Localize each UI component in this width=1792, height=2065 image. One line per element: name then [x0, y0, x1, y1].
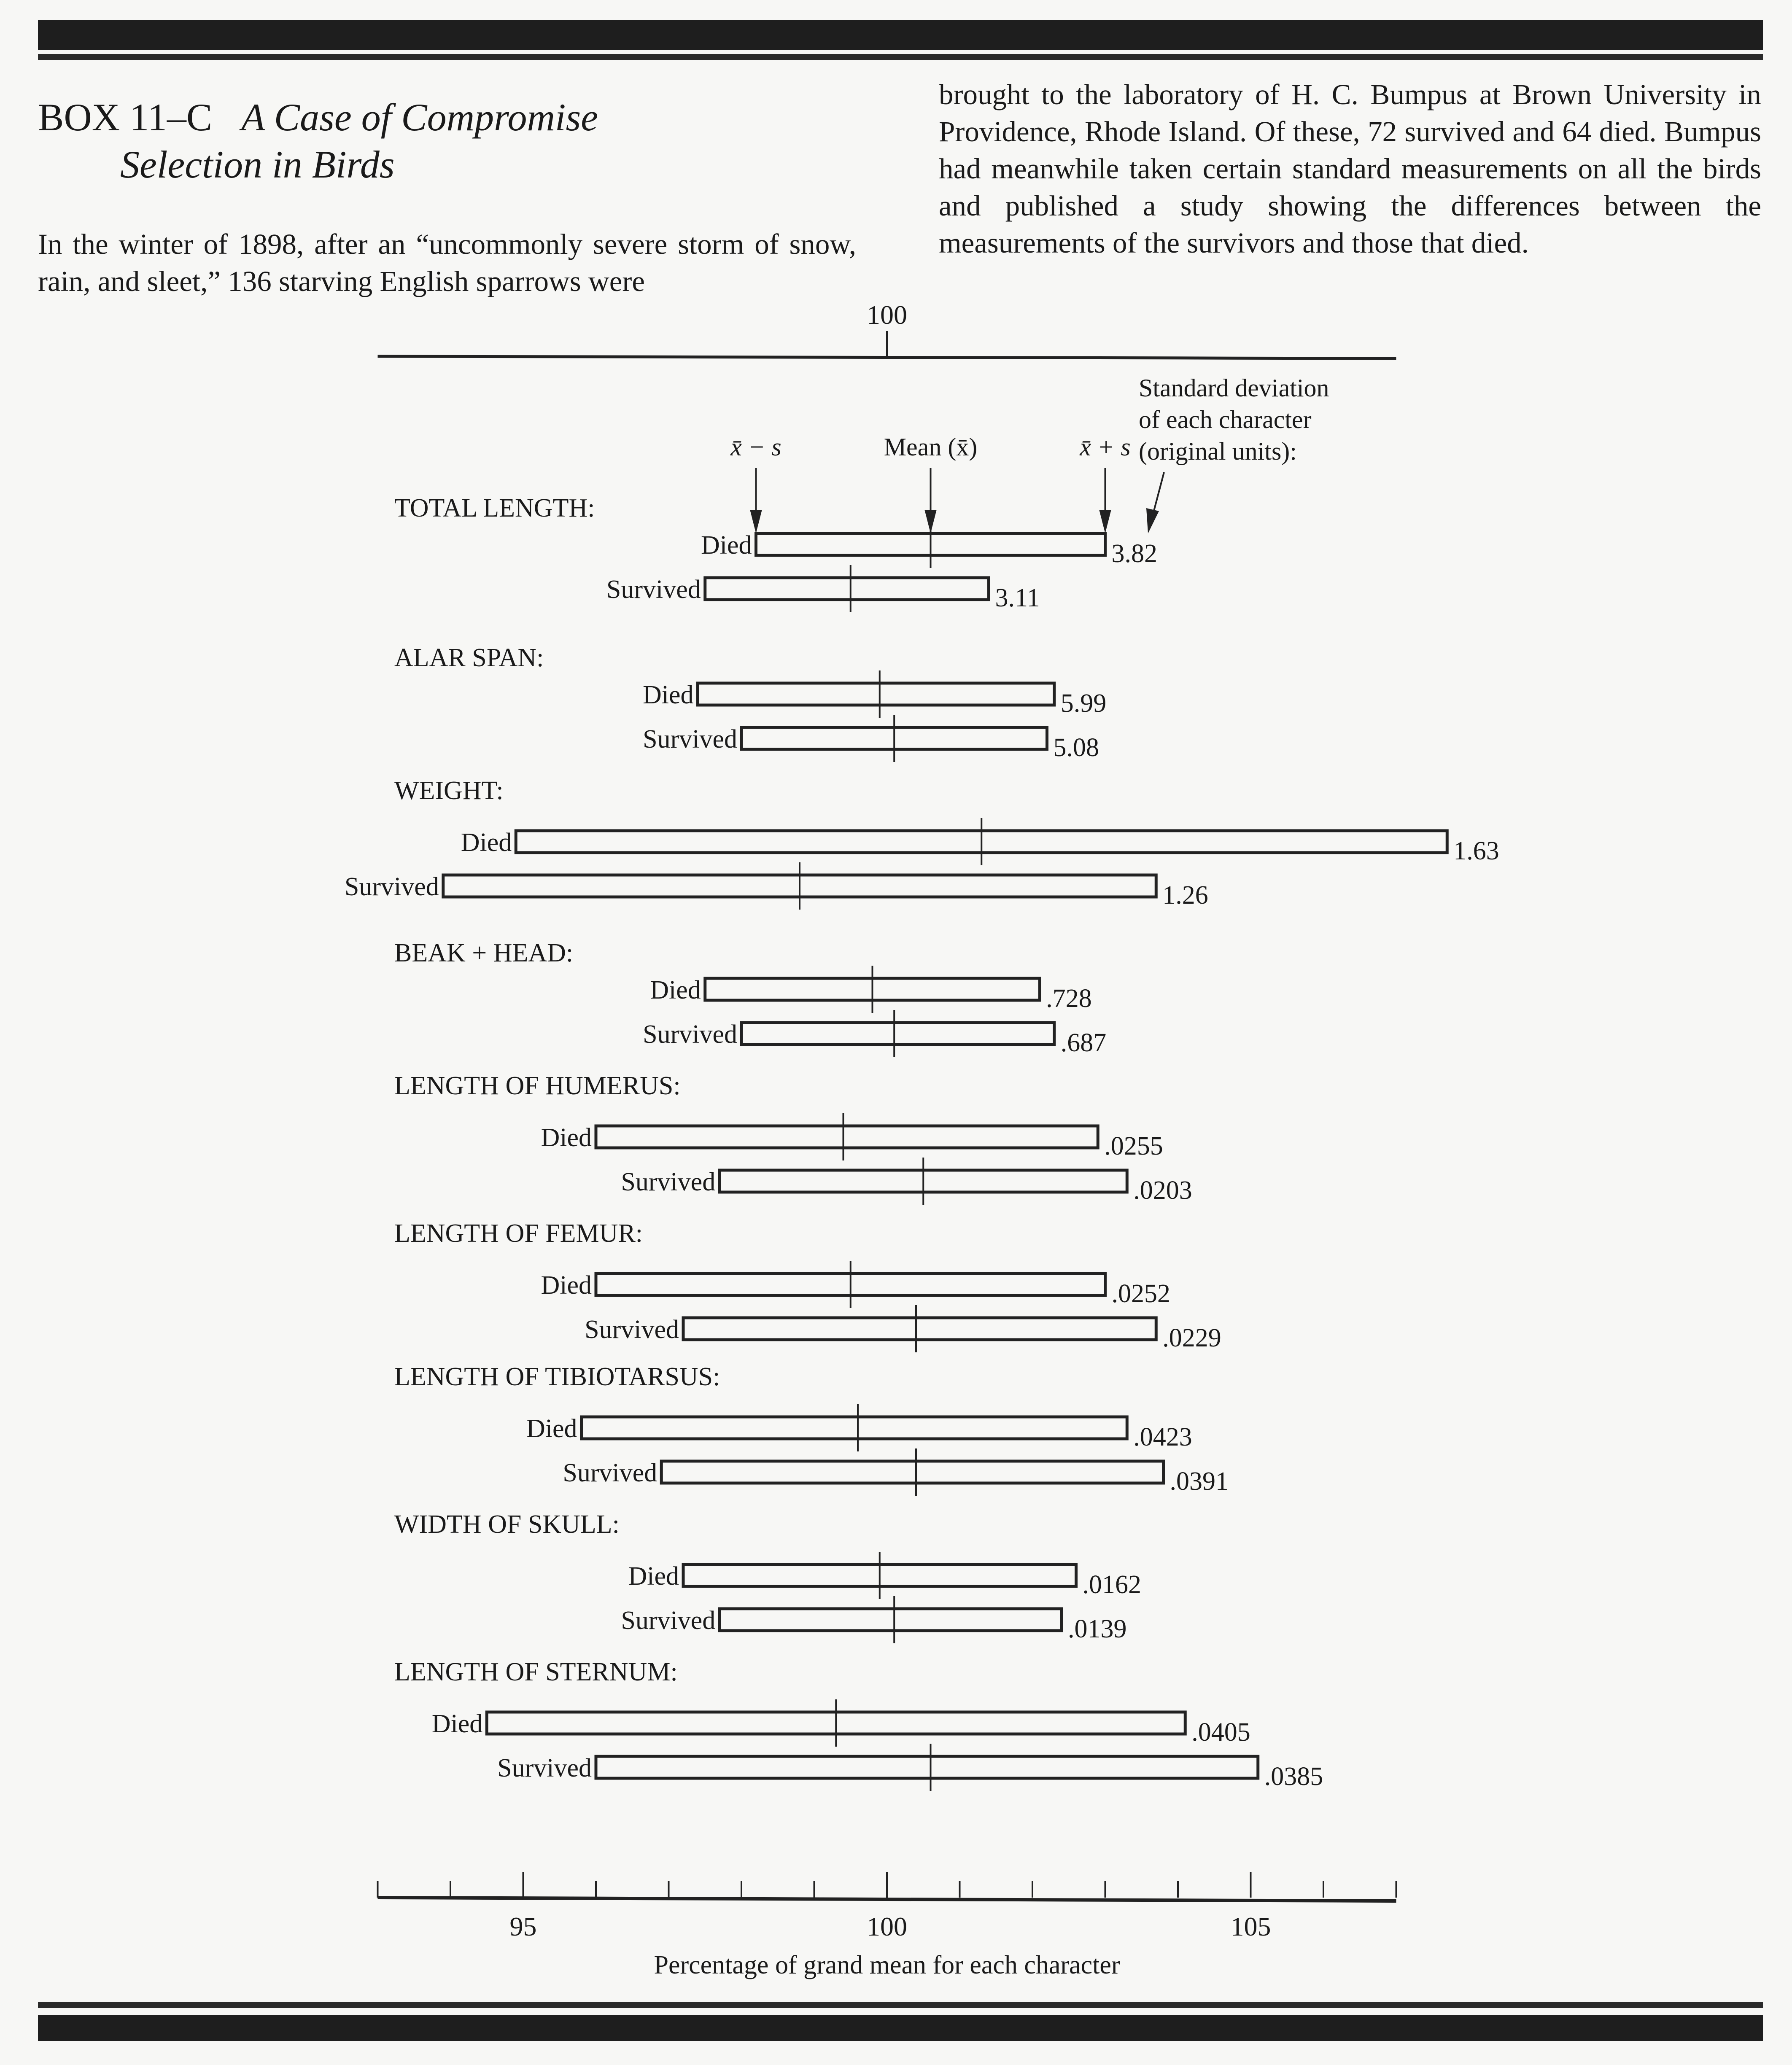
bottom-rule-thin [38, 2002, 1763, 2008]
group-label-survived: Survived [643, 725, 737, 754]
sd-value-survived: .0385 [1264, 1762, 1323, 1791]
legend-arrow-low-icon [750, 510, 762, 533]
intro-paragraph-left: In the winter of 1898, after an “uncommonly severe storm of snow, rain, and sleet,” 136 starving English sparrows were [38, 228, 856, 297]
range-bar-survived [661, 1461, 1163, 1483]
group-label-died: Died [461, 828, 512, 857]
group-label-died: Died [541, 1123, 592, 1152]
group-label-died: Died [541, 1271, 592, 1300]
character-label: TOTAL LENGTH: [394, 494, 595, 522]
bottom-axis-line [378, 1898, 1396, 1901]
legend-arrow-high-icon [1099, 510, 1111, 533]
group-label-survived: Survived [585, 1315, 679, 1344]
bottom-axis-tick-label: 95 [509, 1912, 537, 1941]
box-title-line2: Selection in Birds [120, 143, 395, 186]
bottom-axis-tick-label: 100 [867, 1912, 907, 1941]
character-label: BEAK + HEAD: [394, 939, 574, 967]
sd-value-died: .0162 [1082, 1570, 1141, 1599]
group-label-survived: Survived [621, 1168, 716, 1196]
legend-sd-arrow-shaft [1153, 472, 1164, 512]
sd-value-died: 1.63 [1453, 837, 1499, 865]
sd-value-died: .0423 [1133, 1423, 1192, 1451]
sd-value-survived: 1.26 [1162, 881, 1208, 910]
character-label: WIDTH OF SKULL: [394, 1510, 620, 1539]
range-bar-survived [683, 1318, 1156, 1340]
group-label-survived: Survived [563, 1459, 658, 1487]
group-label-died: Died [526, 1414, 577, 1443]
box-title-line1: A Case of Compromise [241, 96, 598, 139]
sd-value-survived: .687 [1060, 1028, 1107, 1057]
range-bar-died [596, 1126, 1098, 1148]
legend-sd-note-line: (original units): [1139, 437, 1297, 465]
sd-value-survived: .0391 [1170, 1467, 1229, 1496]
group-label-died: Died [642, 681, 694, 709]
character-label: WEIGHT: [394, 776, 504, 805]
box-label: BOX 11–C [38, 96, 213, 139]
group-label-died: Died [628, 1562, 679, 1591]
range-bar-died [582, 1417, 1127, 1439]
sd-value-died: 5.99 [1060, 689, 1107, 718]
sd-value-survived: .0139 [1068, 1615, 1127, 1643]
legend-high-label: x̄ + s [1080, 433, 1131, 461]
group-label-survived: Survived [344, 872, 439, 901]
sd-value-died: 3.82 [1111, 539, 1157, 568]
legend-sd-note-line: of each character [1139, 406, 1312, 433]
bottom-rule-thick [38, 2015, 1763, 2041]
character-label: LENGTH OF HUMERUS: [394, 1072, 681, 1100]
character-label: LENGTH OF TIBIOTARSUS: [394, 1362, 720, 1391]
range-bar-survived [705, 578, 989, 600]
sd-value-survived: .0229 [1162, 1324, 1221, 1352]
range-bar-survived [596, 1756, 1258, 1778]
legend-low-label: x̄ − s [730, 433, 781, 461]
sd-value-died: .728 [1046, 984, 1092, 1013]
group-label-survived: Survived [497, 1754, 592, 1782]
legend-sd-arrow-icon [1146, 508, 1159, 533]
sd-value-died: .0252 [1111, 1279, 1170, 1308]
sd-value-died: .0405 [1191, 1718, 1250, 1747]
intro-paragraph-right: brought to the laboratory of H. C. Bumpus at Brown University in Providence, Rhode Island. Of these, 72 survived and 64 died. Bumpus had meanwhile taken certain standard measurements on all the birds and published a study showing the differences between the measurements of the survivors and those that died. [939, 78, 1761, 259]
range-bar-died [698, 683, 1054, 705]
character-label: LENGTH OF FEMUR: [394, 1219, 643, 1248]
group-label-survived: Survived [606, 575, 701, 604]
range-bar-survived [719, 1609, 1062, 1631]
legend-sd-note-line: Standard deviation [1139, 374, 1329, 402]
x-axis-title: Percentage of grand mean for each character [654, 1951, 1120, 1979]
sd-value-survived: .0203 [1133, 1176, 1192, 1205]
character-label: ALAR SPAN: [394, 643, 544, 672]
sd-value-died: .0255 [1104, 1132, 1163, 1160]
bottom-axis-tick-label: 105 [1230, 1912, 1271, 1941]
group-label-survived: Survived [621, 1606, 716, 1635]
sd-value-survived: 3.11 [995, 584, 1040, 612]
sd-value-survived: 5.08 [1053, 733, 1099, 762]
group-label-died: Died [431, 1710, 483, 1738]
legend-mean-label: Mean (x̄) [884, 433, 978, 461]
range-bar-survived [741, 1023, 1054, 1045]
group-label-died: Died [650, 976, 701, 1004]
top-axis-label: 100 [867, 300, 907, 330]
group-label-died: Died [701, 531, 752, 560]
group-label-survived: Survived [643, 1020, 737, 1049]
character-label: LENGTH OF STERNUM: [394, 1658, 678, 1686]
